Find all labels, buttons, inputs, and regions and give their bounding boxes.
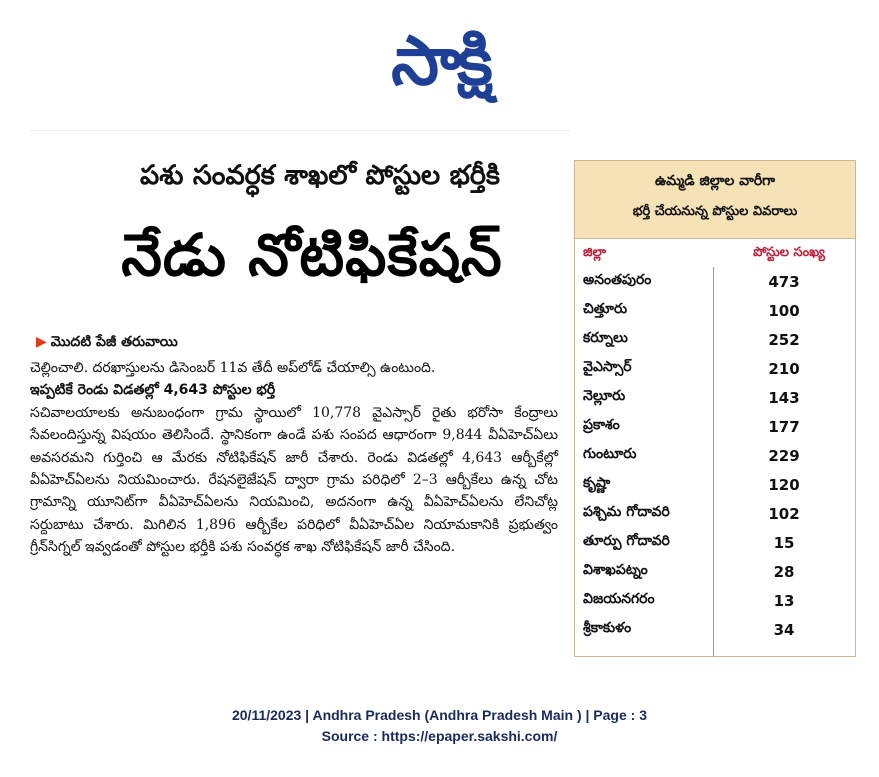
posts-cell: 473 xyxy=(768,272,800,291)
table-row xyxy=(575,528,855,557)
table-title-2: భర్తీ చేయనున్న పోస్టుల వివరాలు xyxy=(632,204,798,219)
table-row xyxy=(575,499,855,528)
table-row xyxy=(575,441,855,470)
district-cell: శ్రీకాకుళం xyxy=(583,620,632,636)
column-header-posts: పోస్టుల సంఖ్య xyxy=(753,245,825,260)
table-row xyxy=(575,412,855,441)
article-body xyxy=(30,357,558,559)
continued-label: మొదటి పేజీ తరువాయి xyxy=(50,334,178,350)
posts-cell: 120 xyxy=(768,475,800,494)
table-row xyxy=(575,267,855,296)
district-cell: గుంటూరు xyxy=(583,446,637,462)
news-clipping xyxy=(30,130,855,660)
page-footer xyxy=(0,705,879,747)
posts-cell: 102 xyxy=(768,504,800,523)
district-cell: తూర్పు గోదావరి xyxy=(583,533,670,549)
table-row xyxy=(575,296,855,325)
district-cell: నెల్లూరు xyxy=(583,388,626,404)
table-header xyxy=(575,161,855,238)
divider xyxy=(30,130,570,131)
posts-cell: 229 xyxy=(768,446,800,465)
column-header-district: జిల్లా xyxy=(583,245,607,260)
district-cell: అనంతపురం xyxy=(583,272,652,288)
table-row xyxy=(575,354,855,383)
district-cell: వైఎస్సార్ xyxy=(583,359,632,375)
district-posts-table xyxy=(574,160,856,657)
district-cell: చిత్తూరు xyxy=(583,301,628,317)
posts-cell: 34 xyxy=(773,620,795,639)
district-cell: విజయనగరం xyxy=(583,591,655,607)
posts-cell: 252 xyxy=(768,330,800,349)
article-subheading: ఇప్పటికే రెండు విడతల్లో 4,643 పోస్టుల భర్తీ xyxy=(30,382,276,399)
triangle-icon: ▶ xyxy=(36,334,47,350)
posts-cell: 210 xyxy=(768,359,800,378)
footer-date-line: 20/11/2023 | Andhra Pradesh (Andhra Pradesh Main ) | Page : 3 xyxy=(231,707,648,723)
table-row xyxy=(575,470,855,499)
table-row xyxy=(575,615,855,644)
table-row xyxy=(575,557,855,586)
district-cell: పశ్చిమ గోదావరి xyxy=(583,504,670,520)
table-row xyxy=(575,586,855,615)
article-paragraph: సచివాలయాలకు అనుబంధంగా గ్రామ స్థాయిలో 10,778 వైఎస్సార్ రైతు భరోసా కేంద్రాలు సేవలందిస్తున్న విషయం తెలిసిందే. స్థానికంగా ఉండే పశు సంపద ఆధారంగా 9,844 వీఏహెచ్‌ఏలు అవసరమని గుర్తించి ఆ మేరకు నోటిఫికేషన్ జారీ చేశారు. రెండు విడతల్లో 4,643 ఆర్బీకేల్లో వీఏహెచ్‌ఏలను నియమించారు. రేషనలైజేషన్ ద్వారా గ్రామ పరిధిలో 2–3 ఆర్బీకేలు ఉన్న చోట గ్రామాన్ని యూనిట్‌గా వీఏహెచ్‌ఏలను నియమించి, అదనంగా ఉన్న వీఏహెచ్‌ఏలను లేనిచోట్ల సర్దుబాటు చేశారు. మిగిలిన 1,896 ఆర్బీకేల పరిధిలో వీఏహెచ్‌ఏల నియామకానికి ప్రభుత్వం గ్రీన్‌సిగ్నల్ ఇవ్వడంతో పోస్టుల భర్తీకి పశు సంవర్ధక శాఖ నోటిఫికేషన్ జారీ చేసింది. xyxy=(30,404,558,556)
district-cell: ప్రకాశం xyxy=(583,417,620,433)
posts-cell: 177 xyxy=(768,417,800,436)
district-cell: కర్నూలు xyxy=(583,330,628,346)
posts-cell: 15 xyxy=(773,533,795,552)
continued-marker xyxy=(36,334,178,353)
column-headers xyxy=(575,238,855,267)
posts-cell: 143 xyxy=(768,388,800,407)
article-headline: నేడు నోటిఫికేషన్ xyxy=(121,221,503,289)
sakshi-logo: సాక్షి xyxy=(391,22,489,101)
table-row xyxy=(575,325,855,354)
district-cell: విశాఖపట్నం xyxy=(583,562,648,578)
posts-cell: 100 xyxy=(768,301,800,320)
table-title-1: ఉమ్మడి జిల్లాల వారీగా xyxy=(654,173,776,189)
column-divider xyxy=(713,267,714,657)
posts-cell: 28 xyxy=(773,562,795,581)
table-rows xyxy=(575,267,855,644)
article-paragraph: చెల్లించాలి. దరఖాస్తులను డిసెంబర్ 11వ తేదీ అప్‌లోడ్ చేయాల్సి ఉంటుంది. xyxy=(30,360,436,376)
footer-source-line: Source : https://epaper.sakshi.com/ xyxy=(321,728,558,744)
table-row xyxy=(575,383,855,412)
district-cell: కృష్ణా xyxy=(583,475,611,491)
masthead xyxy=(0,0,879,120)
article-subhead: పశు సంవర్ధక శాఖలో పోస్టుల భర్తీకి xyxy=(140,160,500,191)
posts-cell: 13 xyxy=(773,591,795,610)
